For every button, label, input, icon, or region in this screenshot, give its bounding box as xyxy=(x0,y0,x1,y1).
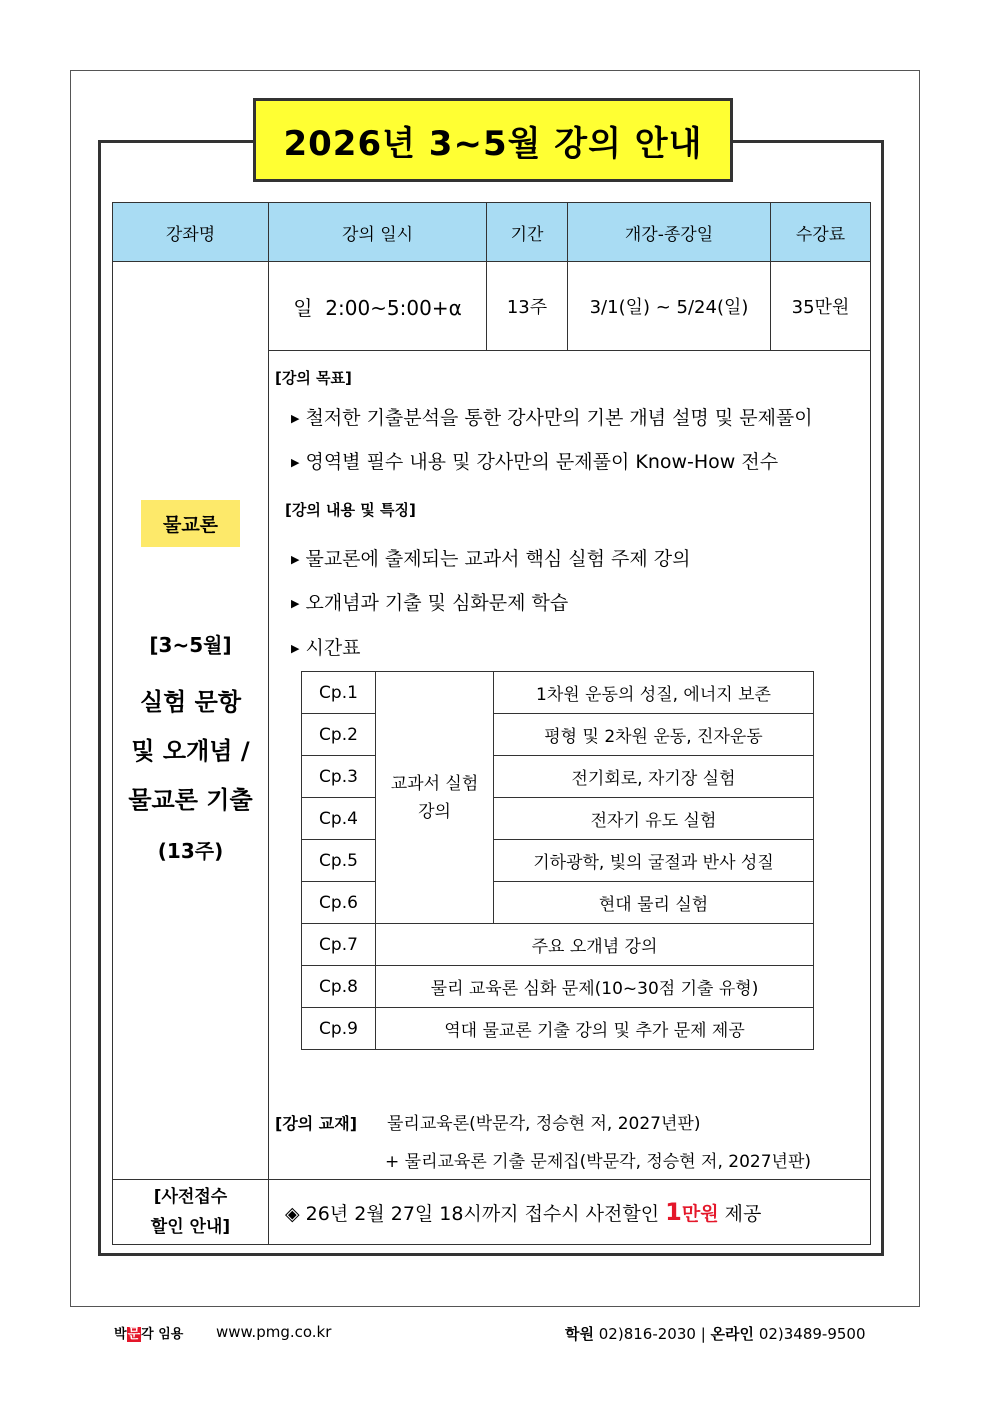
chapter-topic: 물리 교육론 심화 문제(10~30점 기출 유형) xyxy=(376,966,814,1008)
timetable-row xyxy=(302,1008,814,1050)
course-title-line1: 실험 문항 xyxy=(139,688,242,716)
academy-label: 학원 xyxy=(565,1325,594,1343)
feature-item: ▶ 오개념과 기출 및 심화문제 학습 xyxy=(291,592,569,614)
discount-text: 26년 2월 27일 18시까지 접수시 사전할인 xyxy=(305,1203,660,1225)
course-title-line2: 및 오개념 / xyxy=(131,737,250,765)
chapter-topic: 주요 오개념 강의 xyxy=(376,924,814,966)
goal-item: ▶ 영역별 필수 내용 및 강사만의 문제풀이 Know-How 전수 xyxy=(291,451,779,473)
schedule-duration: 13주 xyxy=(487,262,568,351)
discount-unit: 만원 xyxy=(681,1203,719,1225)
timetable xyxy=(301,671,814,1050)
diamond-icon: ◈ xyxy=(285,1203,300,1225)
chapter-number: Cp.4 xyxy=(302,798,376,840)
chapter-topic: 전자기 유도 실험 xyxy=(494,798,814,840)
chapter-number: Cp.7 xyxy=(302,924,376,966)
course-content xyxy=(269,351,871,1180)
course-tag: 물교론 xyxy=(141,500,240,547)
features-label: [강의 내용 및 특징] xyxy=(285,501,416,519)
discount-text-after: 제공 xyxy=(724,1203,762,1225)
bullet-icon: ▶ xyxy=(291,456,300,469)
schedule-row xyxy=(113,262,871,351)
course-period: [3~5월] xyxy=(149,633,232,657)
chapter-topic: 1차원 운동의 성질, 에너지 보존 xyxy=(494,672,814,714)
chapter-number: Cp.9 xyxy=(302,1008,376,1050)
chapter-number: Cp.3 xyxy=(302,756,376,798)
bullet-icon: ▶ xyxy=(291,553,300,566)
goal-item: ▶ 철저한 기출분석을 통한 강사만의 기본 개념 설명 및 문제풀이 xyxy=(291,407,813,429)
chapter-number: Cp.5 xyxy=(302,840,376,882)
chapter-number: Cp.1 xyxy=(302,672,376,714)
feature-item: ▶ 물교론에 출제되는 교과서 핵심 실험 주제 강의 xyxy=(291,548,691,570)
schedule-time: 일 2:00~5:00+α xyxy=(269,262,487,351)
contact-info xyxy=(565,1323,866,1344)
bullet-icon: ▶ xyxy=(291,642,300,655)
discount-info xyxy=(269,1180,871,1245)
online-label: 온라인 xyxy=(710,1325,755,1343)
course-name-cell xyxy=(113,262,269,1180)
chapter-number: Cp.2 xyxy=(302,714,376,756)
timetable-row xyxy=(302,924,814,966)
textbook-line1: 물리교육론(박문각, 정승현 저, 2027년판) xyxy=(387,1114,701,1134)
course-weeks: (13주) xyxy=(157,839,224,863)
header-fee: 수강료 xyxy=(771,203,871,262)
textbook-line2: + 물리교육론 기출 문제집(박문각, 정승현 저, 2027년판) xyxy=(385,1152,812,1172)
bullet-icon: ▶ xyxy=(291,597,300,610)
discount-label: [사전접수 할인 안내] xyxy=(113,1180,269,1245)
discount-row xyxy=(113,1180,871,1245)
publisher-logo: 박문각 임용 xyxy=(114,1327,184,1342)
course-title-line3: 물교론 기출 xyxy=(128,786,253,814)
page-title: 2026년 3~5월 강의 안내 xyxy=(253,98,733,182)
online-phone: 02)3489-9500 xyxy=(758,1325,866,1343)
chapter-number: Cp.8 xyxy=(302,966,376,1008)
course-table xyxy=(112,202,871,1245)
textbook-label: [강의 교재] xyxy=(275,1114,358,1133)
feature-item: ▶ 시간표 xyxy=(291,637,361,659)
timetable-row xyxy=(302,672,814,714)
chapter-topic: 평형 및 2차원 운동, 진자운동 xyxy=(494,714,814,756)
schedule-fee: 35만원 xyxy=(771,262,871,351)
header-duration: 기간 xyxy=(487,203,568,262)
academy-phone: 02)816-2030 xyxy=(598,1325,696,1343)
separator: | xyxy=(700,1325,706,1343)
goals-label: [강의 목표] xyxy=(275,369,352,387)
header-dates: 개강-종강일 xyxy=(568,203,771,262)
discount-amount: 1 xyxy=(665,1198,682,1226)
course-title xyxy=(113,678,268,825)
timetable-group-label: 교과서 실험 강의 xyxy=(376,672,494,924)
header-row xyxy=(113,203,871,262)
bullet-icon: ▶ xyxy=(291,412,300,425)
header-course-name: 강좌명 xyxy=(113,203,269,262)
chapter-topic: 기하광학, 빛의 굴절과 반사 성질 xyxy=(494,840,814,882)
chapter-topic: 전기회로, 자기장 실험 xyxy=(494,756,814,798)
timetable-row xyxy=(302,966,814,1008)
chapter-number: Cp.6 xyxy=(302,882,376,924)
chapter-topic: 현대 물리 실험 xyxy=(494,882,814,924)
website-link[interactable]: www.pmg.co.kr xyxy=(216,1323,332,1341)
chapter-topic: 역대 물교론 기출 강의 및 추가 문제 제공 xyxy=(376,1008,814,1050)
header-time: 강의 일시 xyxy=(269,203,487,262)
schedule-dates: 3/1(일) ~ 5/24(일) xyxy=(568,262,771,351)
